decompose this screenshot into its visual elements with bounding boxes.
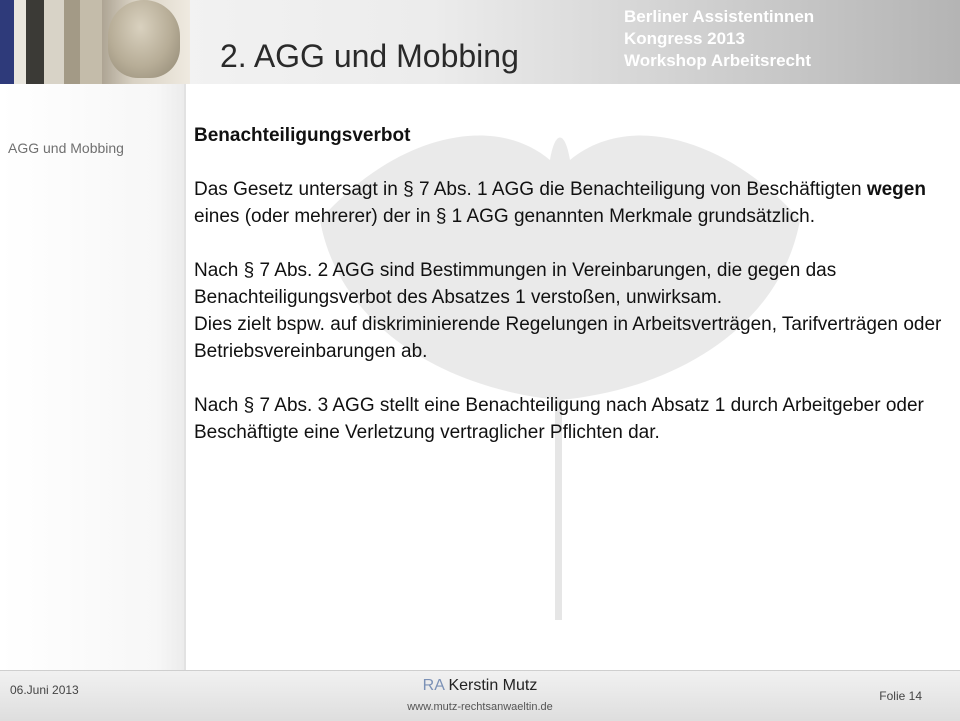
header-photo-books: [0, 0, 190, 84]
sidebar-item-agg-und-mobbing[interactable]: AGG und Mobbing: [8, 140, 124, 156]
bust-figure: [108, 0, 180, 78]
paragraph-2: Nach § 7 Abs. 2 AGG sind Bestimmungen in Vereinbarungen, die gegen das Benachteiligungsverbot des Absatzes 1 verstoßen, unwirksam.: [194, 260, 837, 308]
author-name: Kerstin Mutz: [448, 677, 538, 694]
header-banner: [0, 0, 960, 84]
footer-date: 06.Juni 2013: [10, 683, 79, 697]
event-line: Workshop Arbeitsrecht: [624, 51, 812, 70]
event-info: [624, 6, 814, 72]
footer-author: [0, 677, 960, 695]
page-title: 2. AGG und Mobbing: [220, 38, 519, 74]
event-line: Berliner Assistentinnen: [624, 7, 815, 26]
footer: [0, 670, 960, 721]
emphasis-wegen: wegen: [866, 179, 926, 200]
author-prefix: RA: [422, 677, 444, 694]
section-heading: Benachteiligungsverbot: [194, 125, 411, 146]
paragraph-4: Nach § 7 Abs. 3 AGG stellt eine Benachteiligung nach Absatz 1 durch Arbeitgeber oder Beschäftigte eine Verletzung vertraglicher Pflichten dar.: [194, 395, 924, 443]
paragraph-3: Dies zielt bspw. auf diskriminierende Regelungen in Arbeitsverträgen, Tarifverträgen oder Betriebsvereinbarungen ab.: [194, 314, 942, 362]
sidebar: [0, 84, 186, 670]
paragraph-1: Das Gesetz untersagt in § 7 Abs. 1 AGG die Benachteiligung von Beschäftigten wegen eines (oder mehrerer) der in § 1 AGG genannten Merkmale grundsätzlich.: [194, 179, 926, 227]
footer-url-link[interactable]: www.mutz-rechtsanwaeltin.de: [407, 701, 553, 713]
slide-number: Folie 14: [879, 689, 922, 703]
slide-content: [194, 122, 950, 473]
event-line: Kongress 2013: [624, 29, 745, 48]
